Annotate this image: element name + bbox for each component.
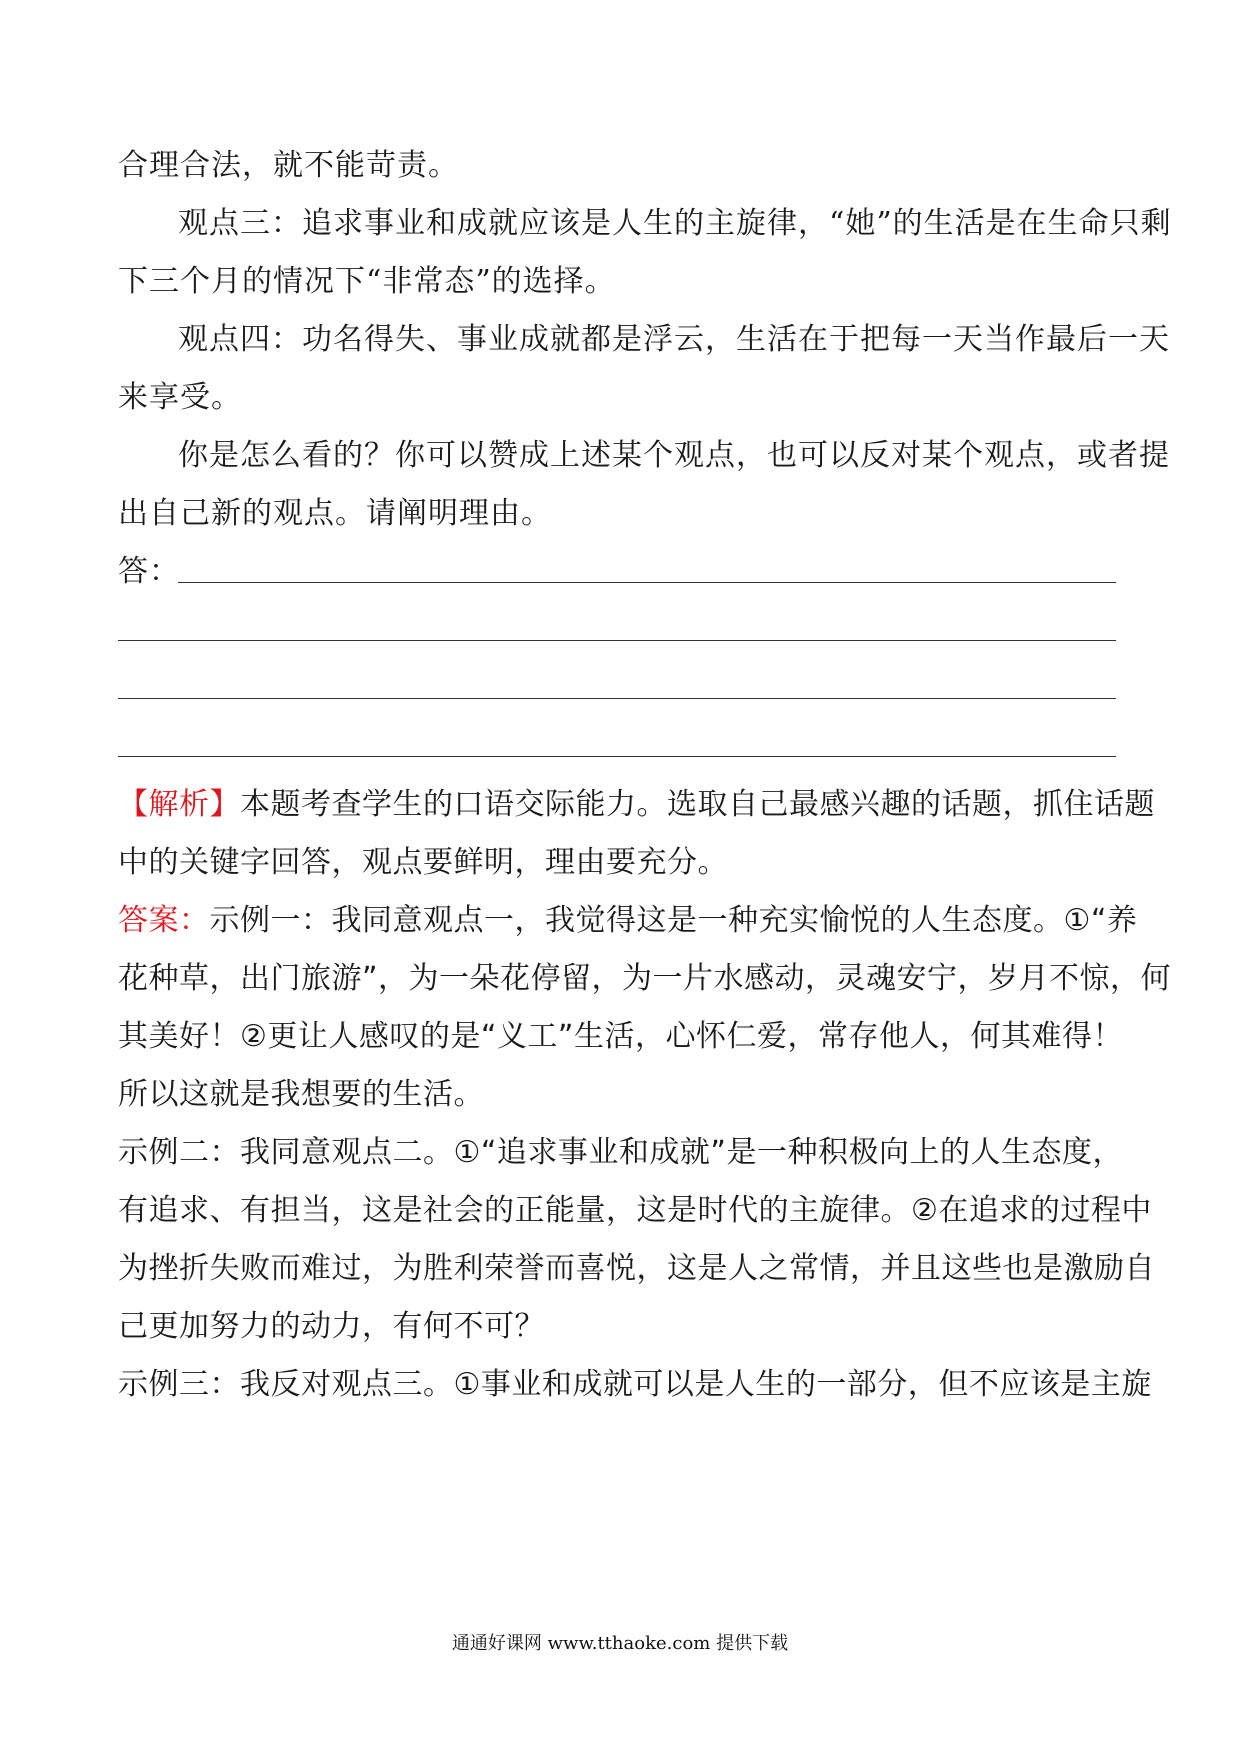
question-prompt-continued: 出自己新的观点。请阐明理由。: [118, 496, 552, 531]
viewpoint-four-continued: 来享受。: [118, 380, 242, 415]
analysis-line: 中的关键字回答，观点要鲜明，理由要充分。: [118, 845, 728, 880]
answer-line: 有追求、有担当，这是社会的正能量，这是时代的主旋律。②在追求的过程中: [118, 1193, 1152, 1228]
answer-example-one: [118, 901, 1138, 941]
answer-line: 所以这就是我想要的生活。: [118, 1077, 484, 1112]
viewpoint-four: 观点四：功名得失、事业成就都是浮云，生活在于把每一天当作最后一天: [178, 322, 1170, 357]
analysis-tag: 【解析】: [118, 787, 240, 822]
answer-blank-line[interactable]: [118, 640, 1116, 641]
answer-tag: 答案：: [118, 903, 210, 938]
viewpoint-three: 观点三：追求事业和成就应该是人生的主旋律，“她”的生活是在生命只剩: [178, 206, 1172, 241]
question-prompt: 你是怎么看的？你可以赞成上述某个观点，也可以反对某个观点，或者提: [178, 438, 1170, 473]
answer-line: 己更加努力的动力，有何不可？: [118, 1309, 545, 1344]
answer-blank-line[interactable]: [118, 698, 1116, 699]
answer-line: 花种草，出门旅游”，为一朵花停留，为一片水感动，灵魂安宁，岁月不惊，何: [118, 961, 1172, 996]
viewpoint-three-continued: 下三个月的情况下“非常态”的选择。: [118, 264, 616, 299]
page-footer: 通通好课网 www.tthaoke.com 提供下载: [451, 1633, 789, 1654]
answer-text: 示例一：我同意观点一，我觉得这是一种充实愉悦的人生态度。①“养: [209, 903, 1138, 938]
answer-example-three: 示例三：我反对观点三。①事业和成就可以是人生的一部分，但不应该是主旋: [118, 1367, 1152, 1402]
answer-label: 答：: [118, 554, 180, 589]
answer-example-two: 示例二：我同意观点二。①“追求事业和成就”是一种积极向上的人生态度，: [118, 1135, 1123, 1170]
answer-blank-line[interactable]: [178, 582, 1116, 583]
answer-blank-line[interactable]: [118, 756, 1116, 757]
analysis-text: 本题考查学生的口语交际能力。选取自己最感兴趣的话题，抓住话题: [240, 787, 1155, 822]
question-line: 合理合法，就不能苛责。: [118, 148, 459, 183]
answer-line: 其美好！②更让人感叹的是“义工”生活，心怀仁爱，常存他人，何其难得！: [118, 1019, 1123, 1054]
answer-line: 为挫折失败而难过，为胜利荣誉而喜悦，这是人之常情，并且这些也是激励自: [118, 1251, 1155, 1286]
analysis-line: [118, 785, 1155, 825]
